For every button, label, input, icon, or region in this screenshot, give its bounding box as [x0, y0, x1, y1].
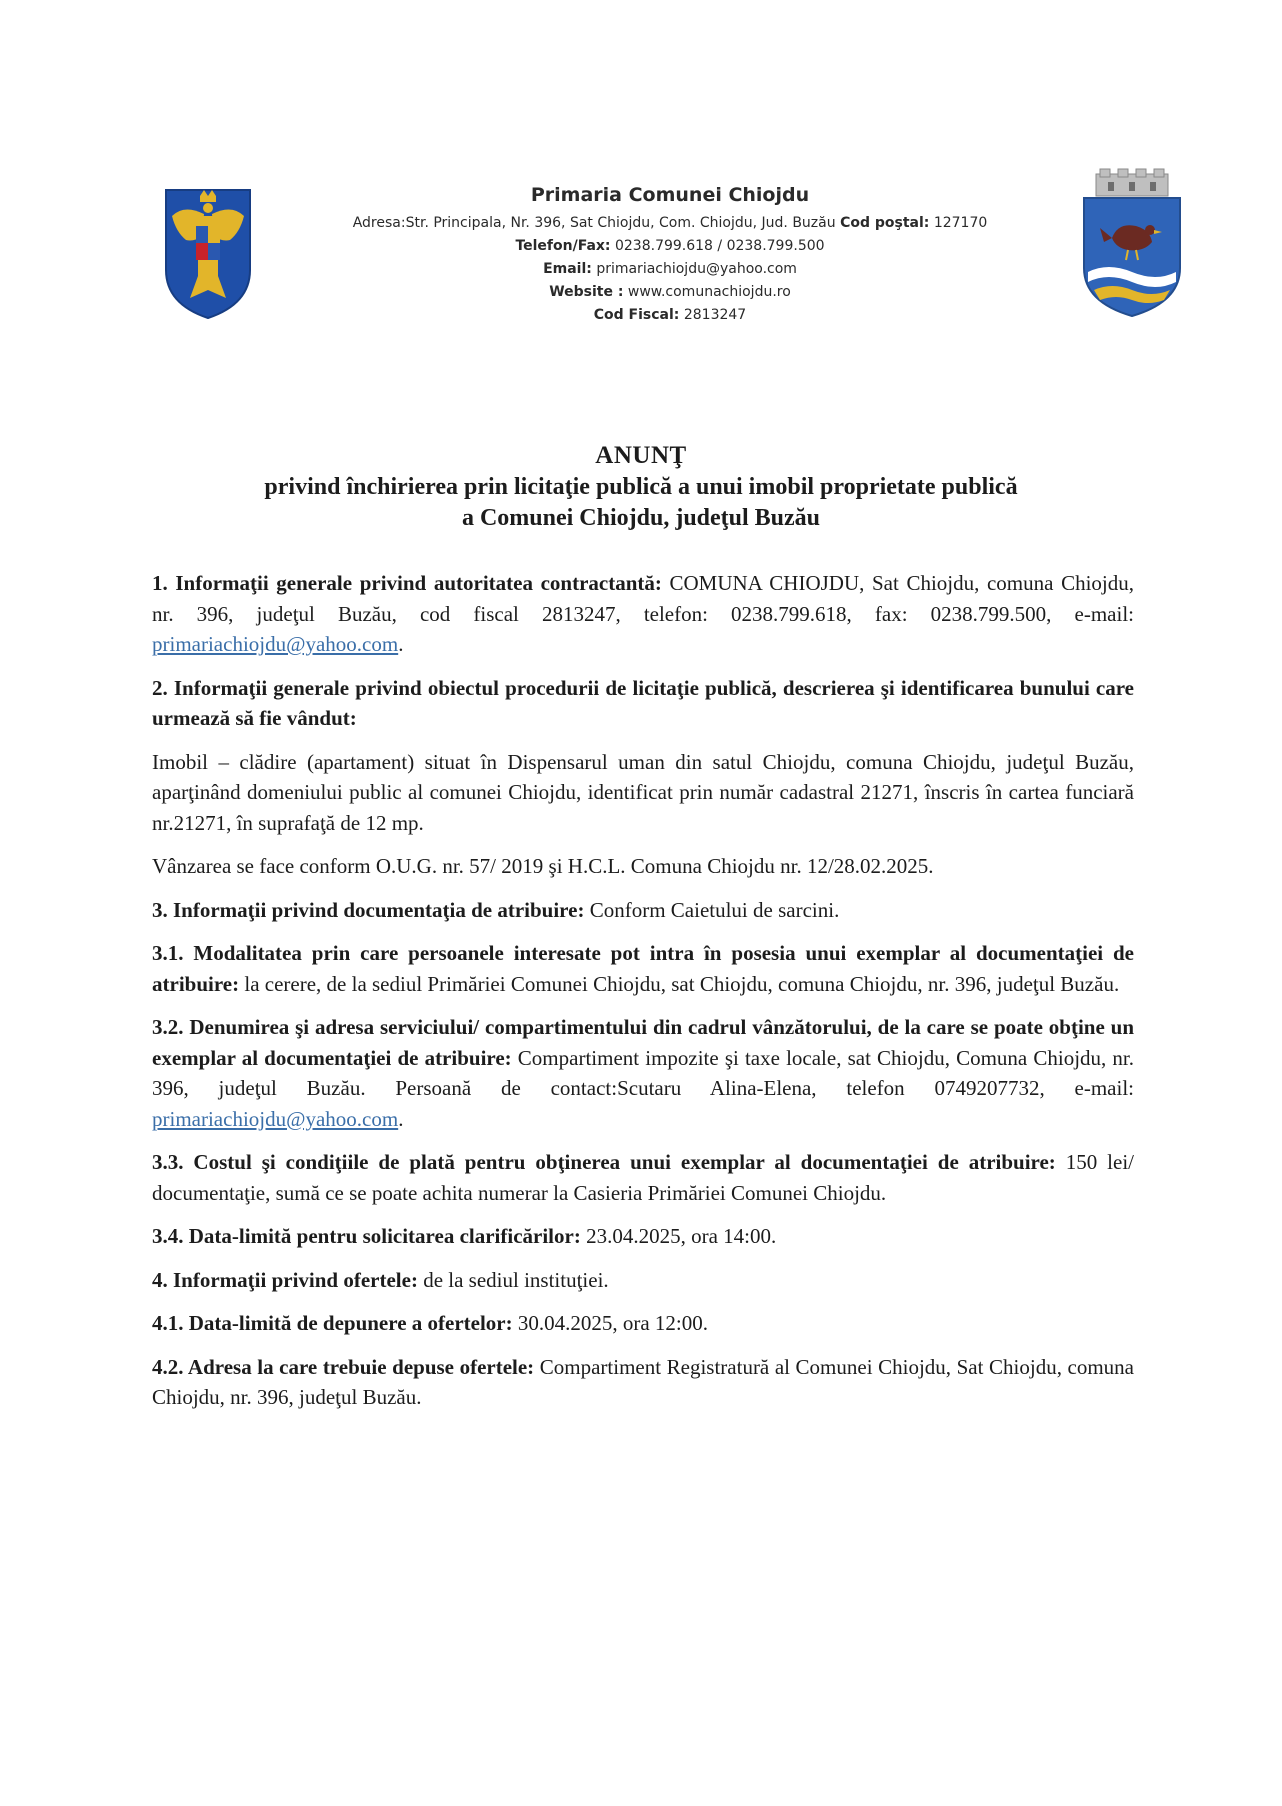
- section-4-label: 4. Informaţii privind ofertele:: [152, 1267, 418, 1292]
- section-1-email-link[interactable]: primariachiojdu@yahoo.com: [152, 632, 399, 656]
- section-4-text: de la sediul instituţiei.: [417, 1267, 609, 1292]
- address-value: Str. Principala, Nr. 396, Sat Chiojdu, Com. Chiojdu, Jud. Buzău: [405, 215, 836, 231]
- section-4-2-label: 4.2. Adresa la care trebuie depuse ofertele:: [152, 1354, 535, 1379]
- website-line: [300, 281, 1040, 304]
- section-3-2-label: 3.2. Denumirea şi adresa serviciului/ compartimentului din cadrul vânzătorului, de la care se poate obţine un exemplar al documentaţiei de atribuire:: [152, 1015, 1134, 1070]
- section-3-4-text: 23.04.2025, ora 14:00.: [580, 1224, 777, 1248]
- section-4-2: [152, 1352, 1134, 1413]
- website-value: www.comunachiojdu.ro: [627, 284, 791, 300]
- address-label: Adresa:: [352, 215, 406, 231]
- title-heading: ANUNŢ: [595, 442, 687, 469]
- section-3-1-label: 3.1. Modalitatea prin care persoanele interesate pot intra în posesia unui exemplar al documentaţiei de atribuire:: [152, 941, 1134, 996]
- section-3-2: [152, 1012, 1134, 1134]
- title-subtitle-line2: a Comunei Chiojdu, judeţul Buzău: [461, 505, 821, 531]
- section-2-legal-basis: Vânzarea se face conform O.U.G. nr. 57/ 2019 şi H.C.L. Comuna Chiojdu nr. 12/28.02.2025.: [152, 854, 934, 878]
- section-3-2-end: .: [398, 1106, 404, 1131]
- postal-value: 127170: [933, 215, 988, 231]
- section-3-4: [152, 1221, 1134, 1252]
- section-3-1: [152, 938, 1134, 999]
- section-1-label: 1. Informaţii generale privind autoritatea contractantă:: [152, 571, 662, 595]
- section-2-description: Imobil – clădire (apartament) situat în Dispensarul uman din satul Chiojdu, comuna Chiojdu, judeţul Buzău, aparţinând domeniului public al comunei Chiojdu, identificat prin număr cadastral 21271, înscris în cartea funciară nr.21271, în suprafaţă de 12 mp.: [152, 749, 1134, 835]
- phone-value: 0238.799.618 / 0238.799.500: [614, 238, 825, 254]
- address-line: [300, 212, 1040, 235]
- postal-label: Cod poştal:: [840, 215, 930, 231]
- section-3-2-text: Compartiment impozite şi taxe locale, sat Chiojdu, Comuna Chiojdu, nr. 396, judeţul Buzău. Persoană de contact:Scutaru Alina-Elena, telefon 0749207732, e-mail:: [152, 1045, 1134, 1100]
- section-3-4-label: 3.4. Data-limită pentru solicitarea clarificărilor:: [152, 1224, 581, 1248]
- chiojdu-coat-of-arms-icon: [1078, 168, 1186, 318]
- email-line: [300, 258, 1040, 281]
- announcement-body: [152, 568, 1134, 1426]
- section-4-1: [152, 1308, 1134, 1339]
- letterhead: [300, 184, 1040, 327]
- section-2-label: 2. Informaţii generale privind obiectul procedurii de licitaţie publică, descrierea şi identificarea bunului care urmează să fie vândut:: [152, 675, 1134, 730]
- section-3: [152, 895, 1134, 926]
- section-1-end: .: [398, 632, 404, 656]
- section-3-label: 3. Informaţii privind documentaţia de atribuire:: [152, 897, 585, 922]
- section-3-2-email-link[interactable]: primariachiojdu@yahoo.com: [152, 1106, 399, 1131]
- fiscal-line: [300, 304, 1040, 327]
- section-3-3-text: 150 lei/ documentaţie, sumă ce se poate achita numerar la Casieria Primăriei Comunei Chiojdu.: [152, 1150, 1134, 1205]
- section-1-text: COMUNA CHIOJDU, Sat Chiojdu, comuna Chiojdu, nr. 396, judeţul Buzău, cod fiscal 2813247, telefon: 0238.799.618, fax: 0238.799.500, e-mail:: [152, 571, 1134, 626]
- section-4-1-text: 30.04.2025, ora 12:00.: [512, 1311, 709, 1335]
- announcement-title: [150, 440, 1132, 534]
- fiscal-value: 2813247: [683, 307, 747, 323]
- institution-name: Primaria Comunei Chiojdu: [530, 184, 810, 206]
- section-4: [152, 1265, 1134, 1296]
- section-3-3: [152, 1147, 1134, 1208]
- email-value: primariachiojdu@yahoo.com: [596, 261, 797, 277]
- email-label: Email:: [543, 261, 592, 277]
- section-4-1-label: 4.1. Data-limită de depunere a ofertelor:: [152, 1311, 513, 1335]
- section-4-2-text: Compartiment Registratură al Comunei Chiojdu, Sat Chiojdu, comuna Chiojdu, nr. 396, judeţul Buzău.: [152, 1354, 1134, 1409]
- phone-line: [300, 235, 1040, 258]
- section-3-text: Conform Caietului de sarcini.: [584, 897, 840, 922]
- title-subtitle-line1: privind închirierea prin licitaţie publică a unui imobil proprietate publică: [264, 474, 1018, 500]
- phone-label: Telefon/Fax:: [515, 238, 611, 254]
- website-label: Website :: [549, 284, 624, 300]
- section-3-1-text: la cerere, de la sediul Primăriei Comunei Chiojdu, sat Chiojdu, comuna Chiojdu, nr. 396, judeţul Buzău.: [239, 971, 1120, 996]
- romania-coat-of-arms-icon: [160, 186, 256, 320]
- section-2-heading: [152, 673, 1134, 734]
- fiscal-label: Cod Fiscal:: [593, 307, 680, 323]
- section-1: [152, 568, 1134, 660]
- section-3-3-label: 3.3. Costul şi condiţiile de plată pentru obţinerea unui exemplar al documentaţiei de atribuire:: [152, 1150, 1056, 1174]
